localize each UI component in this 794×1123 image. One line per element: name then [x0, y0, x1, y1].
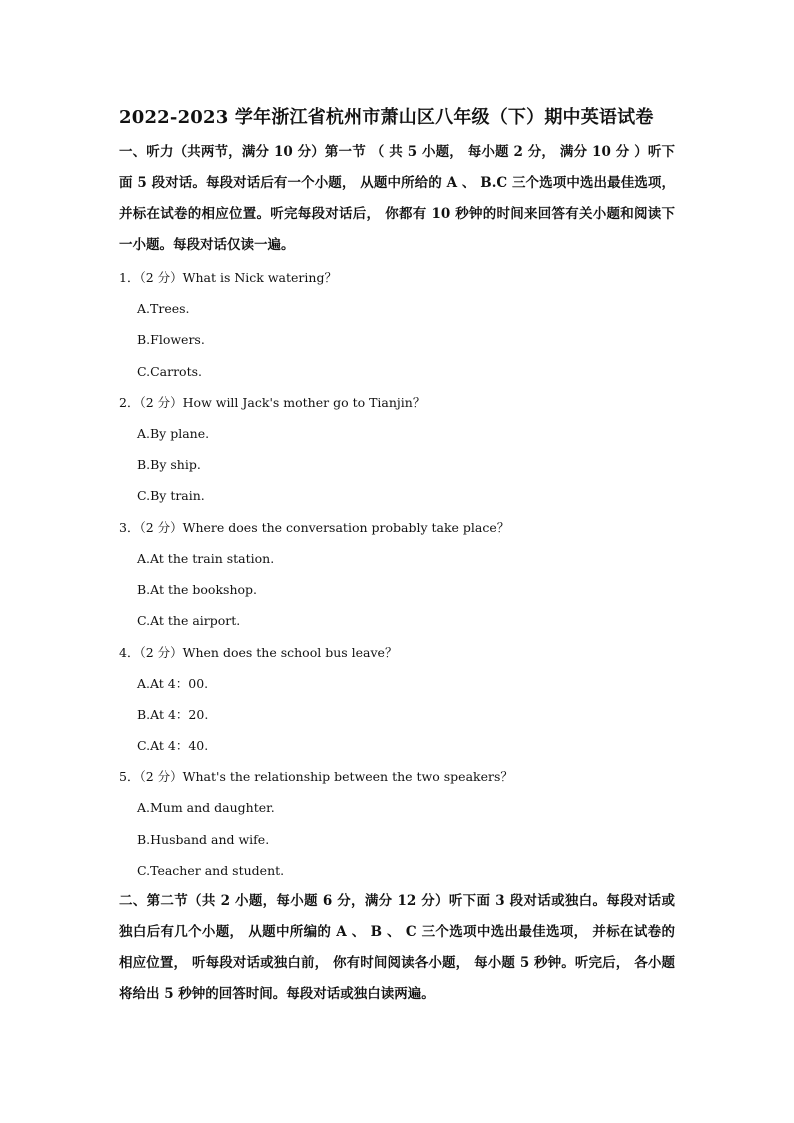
- question-5-option-c: C.Teacher and student.: [137, 863, 285, 878]
- question-score: （2 分）: [139, 270, 183, 285]
- question-1-option-b: B.Flowers.: [137, 332, 205, 347]
- question-3: [119, 519, 509, 537]
- question-number: 1．: [119, 270, 140, 285]
- question-score: （2 分）: [139, 395, 183, 410]
- question-text: What is Nick watering？: [182, 270, 337, 285]
- question-1-option-a: A.Trees.: [137, 301, 190, 316]
- question-score: （2 分）: [139, 520, 183, 535]
- question-1-option-c: C.Carrots.: [137, 364, 202, 379]
- question-5: [119, 768, 513, 786]
- question-text: What's the relationship between the two speakers？: [182, 769, 513, 784]
- section-1-heading: 一、听力（共两节，满分 10 分）第一节 （ 共 5 小题， 每小题 2 分， 满分 10 分 ）听下面 5 段对话。每段对话后有一个小题， 从题中所给的 A 、 B.C 三个选项中选出最佳选项， 并标在试卷的相应位置。听完每段对话后， 你都有 10 秒钟的时间来回答有关小题和阅读下一小题。每段对话仅读一遍。: [119, 144, 675, 253]
- section-2-heading: 二、第二节（共 2 小题，每小题 6 分，满分 12 分）听下面 3 段对话或独白。每段对话或独白后有几个小题， 从题中所编的 A 、 B 、 C 三个选项中选出最佳选项， 并标在试卷的相应位置， 听每段对话或独白前， 你有时间阅读各小题， 每小题 5 秒钟。听完后， 各小题将给出 5 秒钟的回答时间。每段对话或独白读两遍。: [119, 893, 675, 1002]
- page-title: 2022-2023 学年浙江省杭州市萧山区八年级（下）期中英语试卷: [119, 107, 654, 128]
- question-text: Where does the conversation probably take place？: [182, 520, 510, 535]
- question-3-option-b: B.At the bookshop.: [137, 582, 258, 597]
- question-3-option-a: A.At the train station.: [137, 551, 275, 566]
- question-4-option-c: C.At 4：40.: [137, 738, 209, 753]
- question-3-option-c: C.At the airport.: [137, 613, 241, 628]
- question-2-option-c: C.By train.: [137, 488, 205, 503]
- question-1: [119, 269, 337, 287]
- question-text: When does the school bus leave？: [182, 645, 398, 660]
- question-5-option-a: A.Mum and daughter.: [137, 800, 275, 815]
- question-score: （2 分）: [139, 645, 183, 660]
- question-2-option-a: A.By plane.: [137, 426, 210, 441]
- question-2: [119, 394, 425, 412]
- question-text: How will Jack's mother go to Tianjin？: [182, 395, 426, 410]
- question-number: 3．: [119, 520, 140, 535]
- question-number: 5．: [119, 769, 140, 784]
- question-number: 2．: [119, 395, 140, 410]
- question-4-option-b: B.At 4：20.: [137, 707, 209, 722]
- question-5-option-b: B.Husband and wife.: [137, 832, 270, 847]
- question-number: 4．: [119, 645, 140, 660]
- question-score: （2 分）: [139, 769, 183, 784]
- question-4-option-a: A.At 4：00.: [137, 676, 209, 691]
- question-4: [119, 644, 397, 662]
- question-2-option-b: B.By ship.: [137, 457, 201, 472]
